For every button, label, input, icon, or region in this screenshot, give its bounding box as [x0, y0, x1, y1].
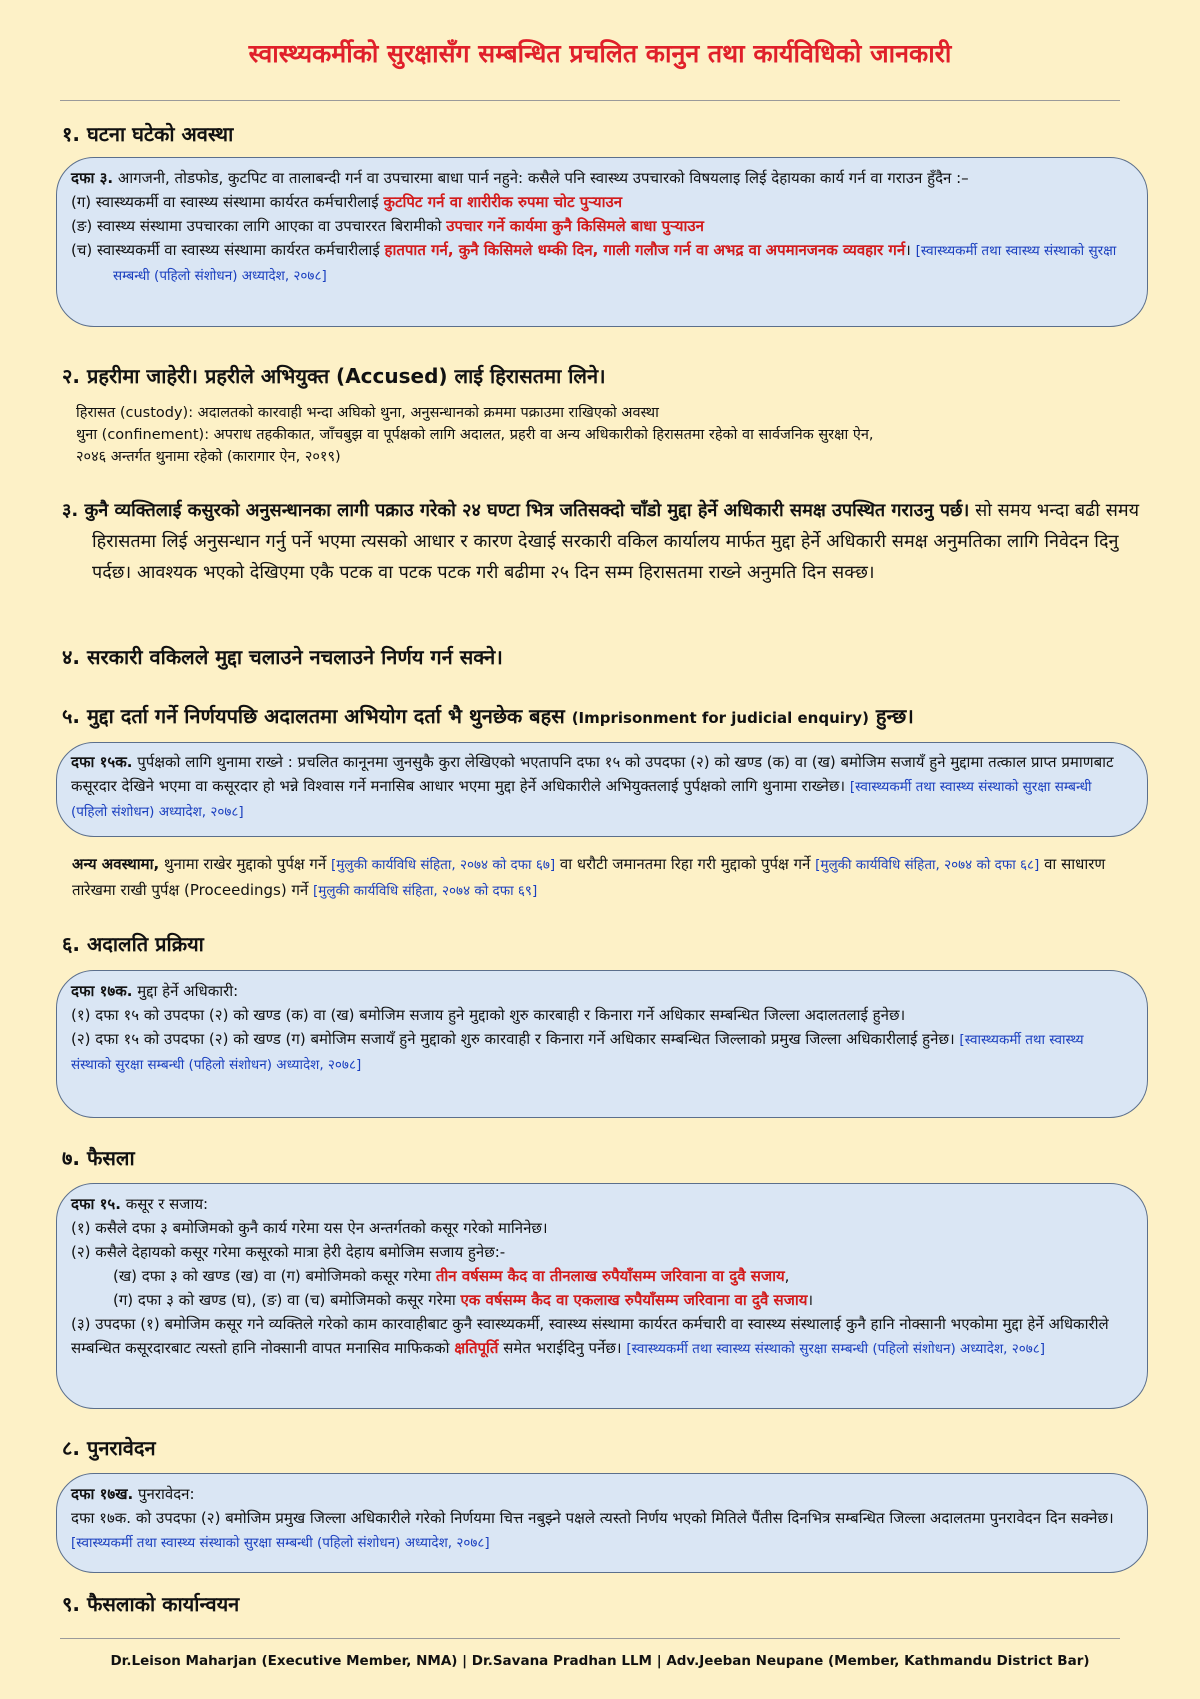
- s7-subsection-2: (२) कसैले देहायको कसूर गरेमा कसूरको मात्रा हेरी देहाय बमोजिम सजाय हुनेछ:-: [71, 1243, 506, 1261]
- s1-clause-cha: (च) स्वास्थ्यकर्मी वा स्वास्थ्य संस्थामा कार्यरत कर्मचारीलाई हातपात गर्न, कुनै किसिमले धम्की दिन, गाली गलौज गर्न वा अभद्र वा अपमानजनक व्यवहार गर्न। [स्वास्थ्यकर्मी तथा स्वास्थ्य संस्थाको सुरक्षा सम्बन्धी (पहिलो संशोधन) अध्यादेश, २०७८]: [71, 241, 1117, 284]
- s1-clause-nga: (ङ) स्वास्थ्य संस्थामा उपचारका लागि आएका वा उपचाररत बिरामीको उपचार गर्ने कार्यमा कुनै किसिमले बाधा पुर्‍याउन: [71, 217, 704, 235]
- s6-subsection-1: (१) दफा १५ को उपदफा (२) को खण्ड (क) वा (ख) बमोजिम सजाय हुने मुद्दाको शुरु कारबाही र किनारा गर्ने अधिकार सम्बन्धित जिल्ला अदालतलाई हुनेछ।: [71, 1006, 906, 1024]
- section-2-definitions: [76, 402, 1136, 468]
- s1-clause-ga: (ग) स्वास्थ्यकर्मी वा स्वास्थ्य संस्थामा कार्यरत कर्मचारीलाई कुटपिट गर्न वा शारीरीक रुपमा चोट पुर्‍याउन: [71, 193, 623, 211]
- s8-citation: [स्वास्थ्यकर्मी तथा स्वास्थ्य संस्थाको सुरक्षा सम्बन्धी (पहिलो संशोधन) अध्यादेश, २०७८]: [71, 1535, 490, 1551]
- s6-subsection-2: (२) दफा १५ को उपदफा (२) को खण्ड (ग) बमोजिम सजायँ हुने मुद्दाको शुरु कारवाही र किनारा गर्ने अधिकार सम्बन्धित जिल्लाको प्रमुख जिल्ला अधिकारीलाई हुनेछ। [स्वास्थ्यकर्मी तथा स्वास्थ्य संस्थाको सुरक्षा सम्बन्धी (पहिलो संशोधन) अध्यादेश, २०७८]: [71, 1030, 1084, 1073]
- section-2-heading: २. प्रहरीमा जाहेरी। प्रहरीले अभियुक्त (Accused) लाई हिरासतमा लिने।: [62, 364, 606, 388]
- s7-clause-ga: (ग) दफा ३ को खण्ड (घ), (ङ) वा (च) बमोजिमको कसूर गरेमा एक वर्षसम्म कैद वा एकलाख रुपैयाँसम्म जरिवाना वा दुवै सजाय।: [113, 1291, 814, 1309]
- section-8-box: [56, 1473, 1148, 1573]
- section-5-heading: ५. मुद्दा दर्ता गर्ने निर्णयपछि अदालतमा अभियोग दर्ता भै थुनछेक बहस (Imprisonment for judicial enquiry) हुन्छ।: [62, 704, 914, 728]
- section-5-other-cases: अन्य अवस्थामा, थुनामा राखेर मुद्दाको पुर्पक्ष गर्ने [मुलुकी कार्यविधि संहिता, २०७४ को दफा ६७] वा धरौटी जमानतमा रिहा गरी मुद्दाको पुर्पक्ष गर्ने [मुलुकी कार्यविधि संहिता, २०७४ को दफा ६८] वा साधारण तारेखमा राखी पुर्पक्ष (Proceedings) गर्ने [मुलुकी कार्यविधि संहिता, २०७४ को दफा ६९]: [72, 855, 1106, 899]
- s7-clause-kha: (ख) दफा ३ को खण्ड (ख) वा (ग) बमोजिमको कसूर गरेमा तीन वर्षसम्म कैद वा तीनलाख रुपैयाँसम्म जरिवाना वा दुवै सजाय,: [113, 1267, 790, 1285]
- section-6-heading: ६. अदालति प्रक्रिया: [62, 932, 204, 956]
- s8-dafa-17kha: दफा १७ख. पुनरावेदन:: [71, 1485, 195, 1503]
- section-4-heading: ४. सरकारी वकिलले मुद्दा चलाउने नचलाउने निर्णय गर्न सक्ने।: [62, 645, 503, 669]
- footer-credits: Dr.Leison Maharjan (Executive Member, NMA) | Dr.Savana Pradhan LLM | Adv.Jeeban Neupane (Member, Kathmandu District Bar): [110, 1653, 1090, 1669]
- section-3-paragraph: [62, 495, 1142, 588]
- s8-body: दफा १७क. को उपदफा (२) बमोजिम प्रमुख जिल्ला अधिकारीले गरेको निर्णयमा चित्त नबुझ्ने पक्षले त्यस्तो निर्णय भएको मितिले पैंतीस दिनभित्र सम्बन्धित जिल्ला अदालतमा पुनरावेदन दिन सक्नेछ। [स्वास्थ्यकर्मी तथा स्वास्थ्य संस्थाको सुरक्षा सम्बन्धी (पहिलो संशोधन) अध्यादेश, २०७८]: [71, 1509, 1114, 1551]
- s1-intro: दफा ३. आगजनी, तोडफोड, कुटपिट वा तालाबन्दी गर्न वा उपचारमा बाधा पार्न नहुने: कसैले पनि स्वास्थ्य उपचारको विषयलाइ लिई देहायका कार्य गर्न वा गराउन हुँदैन :–: [71, 169, 969, 187]
- section-1-heading: १. घटना घटेको अवस्था: [62, 122, 234, 146]
- page-title: स्वास्थ्यकर्मीको सुरक्षासँग सम्बन्धित प्रचलित कानुन तथा कार्यविधिको जानकारी: [248, 39, 952, 68]
- s7-subsection-1: (१) कसैले दफा ३ बमोजिमको कुनै कार्य गरेमा यस ऐन अन्तर्गतको कसूर गरेको मानिनेछ।: [71, 1219, 548, 1237]
- section-8-heading: ८. पुनरावेदन: [62, 1436, 156, 1460]
- confinement-definition-cont: २०४६ अन्तर्गत थुनामा रहेको (कारागार ऐन, २०१९): [76, 449, 341, 465]
- custody-definition: हिरासत (custody): अदालतको कारवाही भन्दा अघिको थुना, अनुसन्धानको क्रममा पक्राउमा राखिएको अवस्था: [76, 405, 659, 421]
- s3-bold: ३. कुनै व्यक्तिलाई कसुरको अनुसन्धानका लागी पक्राउ गरेको २४ घण्टा भित्र जतिसक्दो चाँडो मुद्दा हेर्ने अधिकारी समक्ष उपस्थित गराउनु पर्छ।: [62, 500, 970, 521]
- confinement-definition: थुना (confinement): अपराध तहकीकात, जाँचबुझ वा पूर्पक्षको लागि अदालत, प्रहरी वा अन्य अधिकारीको हिरासतमा रहेको वा सार्वजनिक सुरक्षा ऐन,: [76, 427, 874, 443]
- s7-subsection-3: (३) उपदफा (१) बमोजिम कसूर गने व्यक्तिले गरेको काम कारवाहीबाट कुनै स्वास्थ्यकर्मी, स्वास्थ्य संस्थामा कार्यरत कर्मचारी वा स्वास्थ्य संस्थालाई कुनै हानि नोक्सानी भएकोमा मुद्दा हेर्ने अधिकारीले सम्बन्धित कसूरदारबाट त्यस्तो हानि नोक्सानी वापत मनासिव माफिकको क्षतिपूर्ति समेत भराईदिनु पर्नेछ। [स्वास्थ्यकर्मी तथा स्वास्थ्य संस्थाको सुरक्षा सम्बन्धी (पहिलो संशोधन) अध्यादेश, २०७८]: [71, 1315, 1109, 1357]
- section-6-box: [56, 970, 1148, 1118]
- section-7-heading: ७. फैसला: [62, 1146, 135, 1170]
- top-divider: [60, 100, 1120, 101]
- s1-citation: [स्वास्थ्यकर्मी तथा स्वास्थ्य संस्थाको सुरक्षा सम्बन्धी (पहिलो संशोधन) अध्यादेश, २०७८]: [113, 243, 1117, 284]
- section-7-box: [56, 1183, 1148, 1409]
- s6-citation: [स्वास्थ्यकर्मी तथा स्वास्थ्य संस्थाको सुरक्षा सम्बन्धी (पहिलो संशोधन) अध्यादेश, २०७८]: [71, 1032, 1084, 1073]
- section-1-box: [56, 157, 1148, 327]
- s7-dafa-15: दफा १५. कसूर र सजाय:: [71, 1195, 209, 1213]
- s5-citation: [स्वास्थ्यकर्मी तथा स्वास्थ्य संस्थाको सुरक्षा सम्बन्धी (पहिलो संशोधन) अध्यादेश, २०७८]: [71, 779, 1092, 820]
- s6-dafa-17ka: दफा १७क. मुद्दा हेर्ने अधिकारी:: [71, 982, 239, 1000]
- s5-dafa-15ka: दफा १५क. पुर्पक्षको लागि थुनामा राख्ने : प्रचलित कानूनमा जुनसुकै कुरा लेखिएको भएतापनि दफा १५ को उपदफा (२) को खण्ड (क) वा (ख) बमोजिम सजायँ हुने मुद्दामा तत्काल प्राप्त प्रमाणबाट कसूरदार देखिने भएमा वा कसूरदार हो भन्ने विश्वास गर्ने मनासिब आधार भएमा मुद्दा हेर्ने अधिकारीले अभियुक्तलाई पुर्पक्षको लागि थुनामा राख्नेछ। [स्वास्थ्यकर्मी तथा स्वास्थ्य संस्थाको सुरक्षा सम्बन्धी (पहिलो संशोधन) अध्यादेश, २०७८]: [71, 753, 1114, 820]
- s3-rest: सो समय भन्दा बढी समय हिरासतमा लिई अनुसन्धान गर्नु पर्ने भएमा त्यसको आधार र कारण देखाई सरकारी वकिल कार्यालय मार्फत मुद्दा हेर्ने अधिकारी समक्ष अनुमतिका लागि निवेदन दिनु पर्दछ। आवश्यक भएको देखिएमा एकै पटक वा पटक पटक गरी बढीमा २५ दिन सम्म हिरासतमा राख्ने अनुमति दिन सक्छ।: [92, 500, 1140, 583]
- s7-citation: [स्वास्थ्यकर्मी तथा स्वास्थ्य संस्थाको सुरक्षा सम्बन्धी (पहिलो संशोधन) अध्यादेश, २०७८]: [626, 1341, 1046, 1357]
- bottom-divider: [60, 1638, 1120, 1639]
- section-9-heading: ९. फैसलाको कार्यान्वयन: [62, 1592, 240, 1616]
- section-5-box: [56, 742, 1148, 837]
